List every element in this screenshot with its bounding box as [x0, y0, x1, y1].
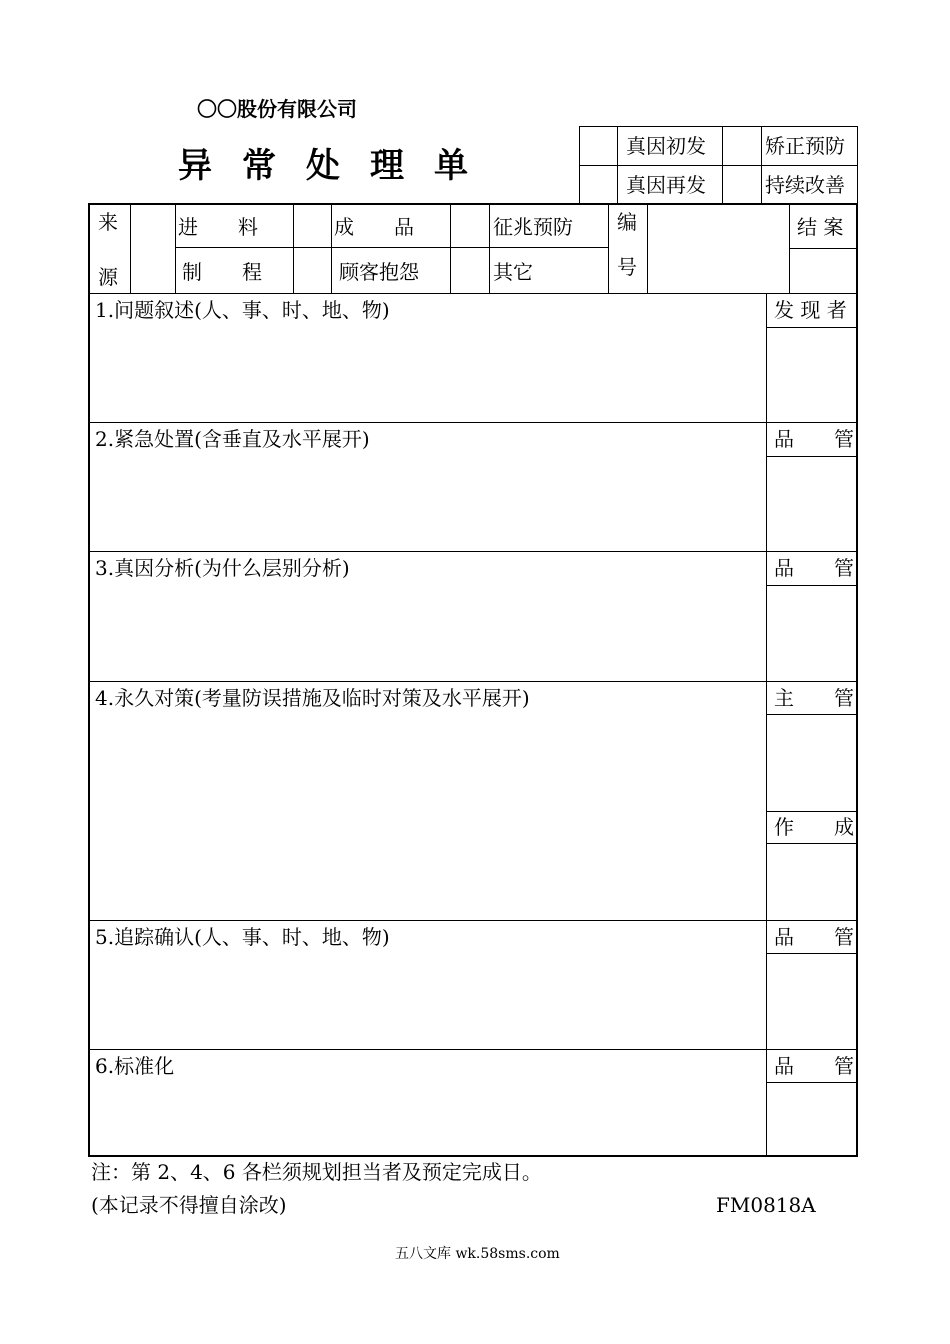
- checkbox-customer-complaint[interactable]: [294, 249, 330, 292]
- section-6-sign-field[interactable]: [768, 1084, 856, 1155]
- section-6-content-field[interactable]: [90, 1081, 764, 1155]
- source-option-customer-complaint: 顾客抱怨: [339, 260, 419, 284]
- section-4-title: 4.永久对策(考量防误措施及临时对策及水平展开): [95, 686, 530, 710]
- footer-watermark: 五八文库 wk.58sms.com: [395, 1246, 560, 1262]
- checkbox-first-occurrence[interactable]: [580, 127, 616, 164]
- section-1-title: 1.问题叙述(人、事、时、地、物): [95, 298, 390, 322]
- section-4-content-field[interactable]: [90, 713, 764, 918]
- section-1-role: 发 现 者: [774, 298, 847, 322]
- source-option-process: 制 程: [182, 260, 262, 284]
- section-1-sign-field[interactable]: [768, 329, 856, 421]
- option-continuous-improvement: 持续改善: [765, 173, 845, 197]
- checkbox-process[interactable]: [131, 249, 174, 292]
- source-label-top: 来: [98, 210, 118, 234]
- checkbox-corrective-preventive[interactable]: [723, 127, 760, 164]
- close-label: 结 案: [797, 215, 844, 239]
- checkbox-incoming[interactable]: [131, 205, 174, 246]
- number-field[interactable]: [648, 205, 788, 292]
- option-recurrence: 真因再发: [626, 173, 706, 197]
- checkbox-other[interactable]: [451, 249, 488, 292]
- number-label-top: 编: [617, 210, 637, 234]
- section-5-sign-field[interactable]: [768, 955, 856, 1048]
- section-4-author-field[interactable]: [768, 845, 856, 919]
- section-3-sign-field[interactable]: [768, 587, 856, 680]
- checkbox-continuous-improvement[interactable]: [723, 166, 760, 203]
- section-1-content-field[interactable]: [90, 325, 764, 420]
- form-code: FM0818A: [716, 1193, 816, 1217]
- section-5-title: 5.追踪确认(人、事、时、地、物): [95, 925, 390, 949]
- checkbox-recurrence[interactable]: [580, 166, 616, 203]
- option-corrective-preventive: 矫正预防: [765, 134, 845, 158]
- section-4-role-author: 作 成: [774, 815, 854, 839]
- section-5-content-field[interactable]: [90, 952, 764, 1047]
- section-3-title: 3.真因分析(为什么层别分析): [95, 556, 350, 580]
- checkbox-symptom-prevention[interactable]: [451, 205, 488, 246]
- close-field[interactable]: [790, 249, 856, 292]
- source-option-incoming: 进 料: [178, 215, 258, 239]
- number-label-bottom: 号: [617, 255, 637, 279]
- checkbox-finished-goods[interactable]: [294, 205, 330, 246]
- source-option-other: 其它: [493, 260, 533, 284]
- section-2-role: 品 管: [774, 427, 854, 451]
- section-5-role: 品 管: [774, 925, 854, 949]
- section-3-role: 品 管: [774, 556, 854, 580]
- section-2-title: 2.紧急处置(含垂直及水平展开): [95, 427, 370, 451]
- section-2-sign-field[interactable]: [768, 458, 856, 550]
- section-4-role: 主 管: [774, 686, 854, 710]
- remark-text: (本记录不得擅自涂改): [91, 1193, 287, 1217]
- company-name: 〇〇股份有限公司: [197, 97, 357, 121]
- section-6-title: 6.标准化: [95, 1054, 175, 1078]
- source-option-symptom-prevention: 征兆预防: [493, 215, 573, 239]
- section-6-role: 品 管: [774, 1054, 854, 1078]
- section-2-content-field[interactable]: [90, 454, 764, 549]
- option-first-occurrence: 真因初发: [626, 134, 706, 158]
- source-option-finished-goods: 成 品: [334, 215, 414, 239]
- note-text: 注：第 2、4、6 各栏须规划担当者及预定完成日。: [91, 1160, 542, 1184]
- source-label-bottom: 源: [98, 265, 118, 289]
- section-3-content-field[interactable]: [90, 583, 764, 679]
- form-title: 异常处理单: [178, 146, 498, 186]
- section-4-sign-field[interactable]: [768, 716, 856, 810]
